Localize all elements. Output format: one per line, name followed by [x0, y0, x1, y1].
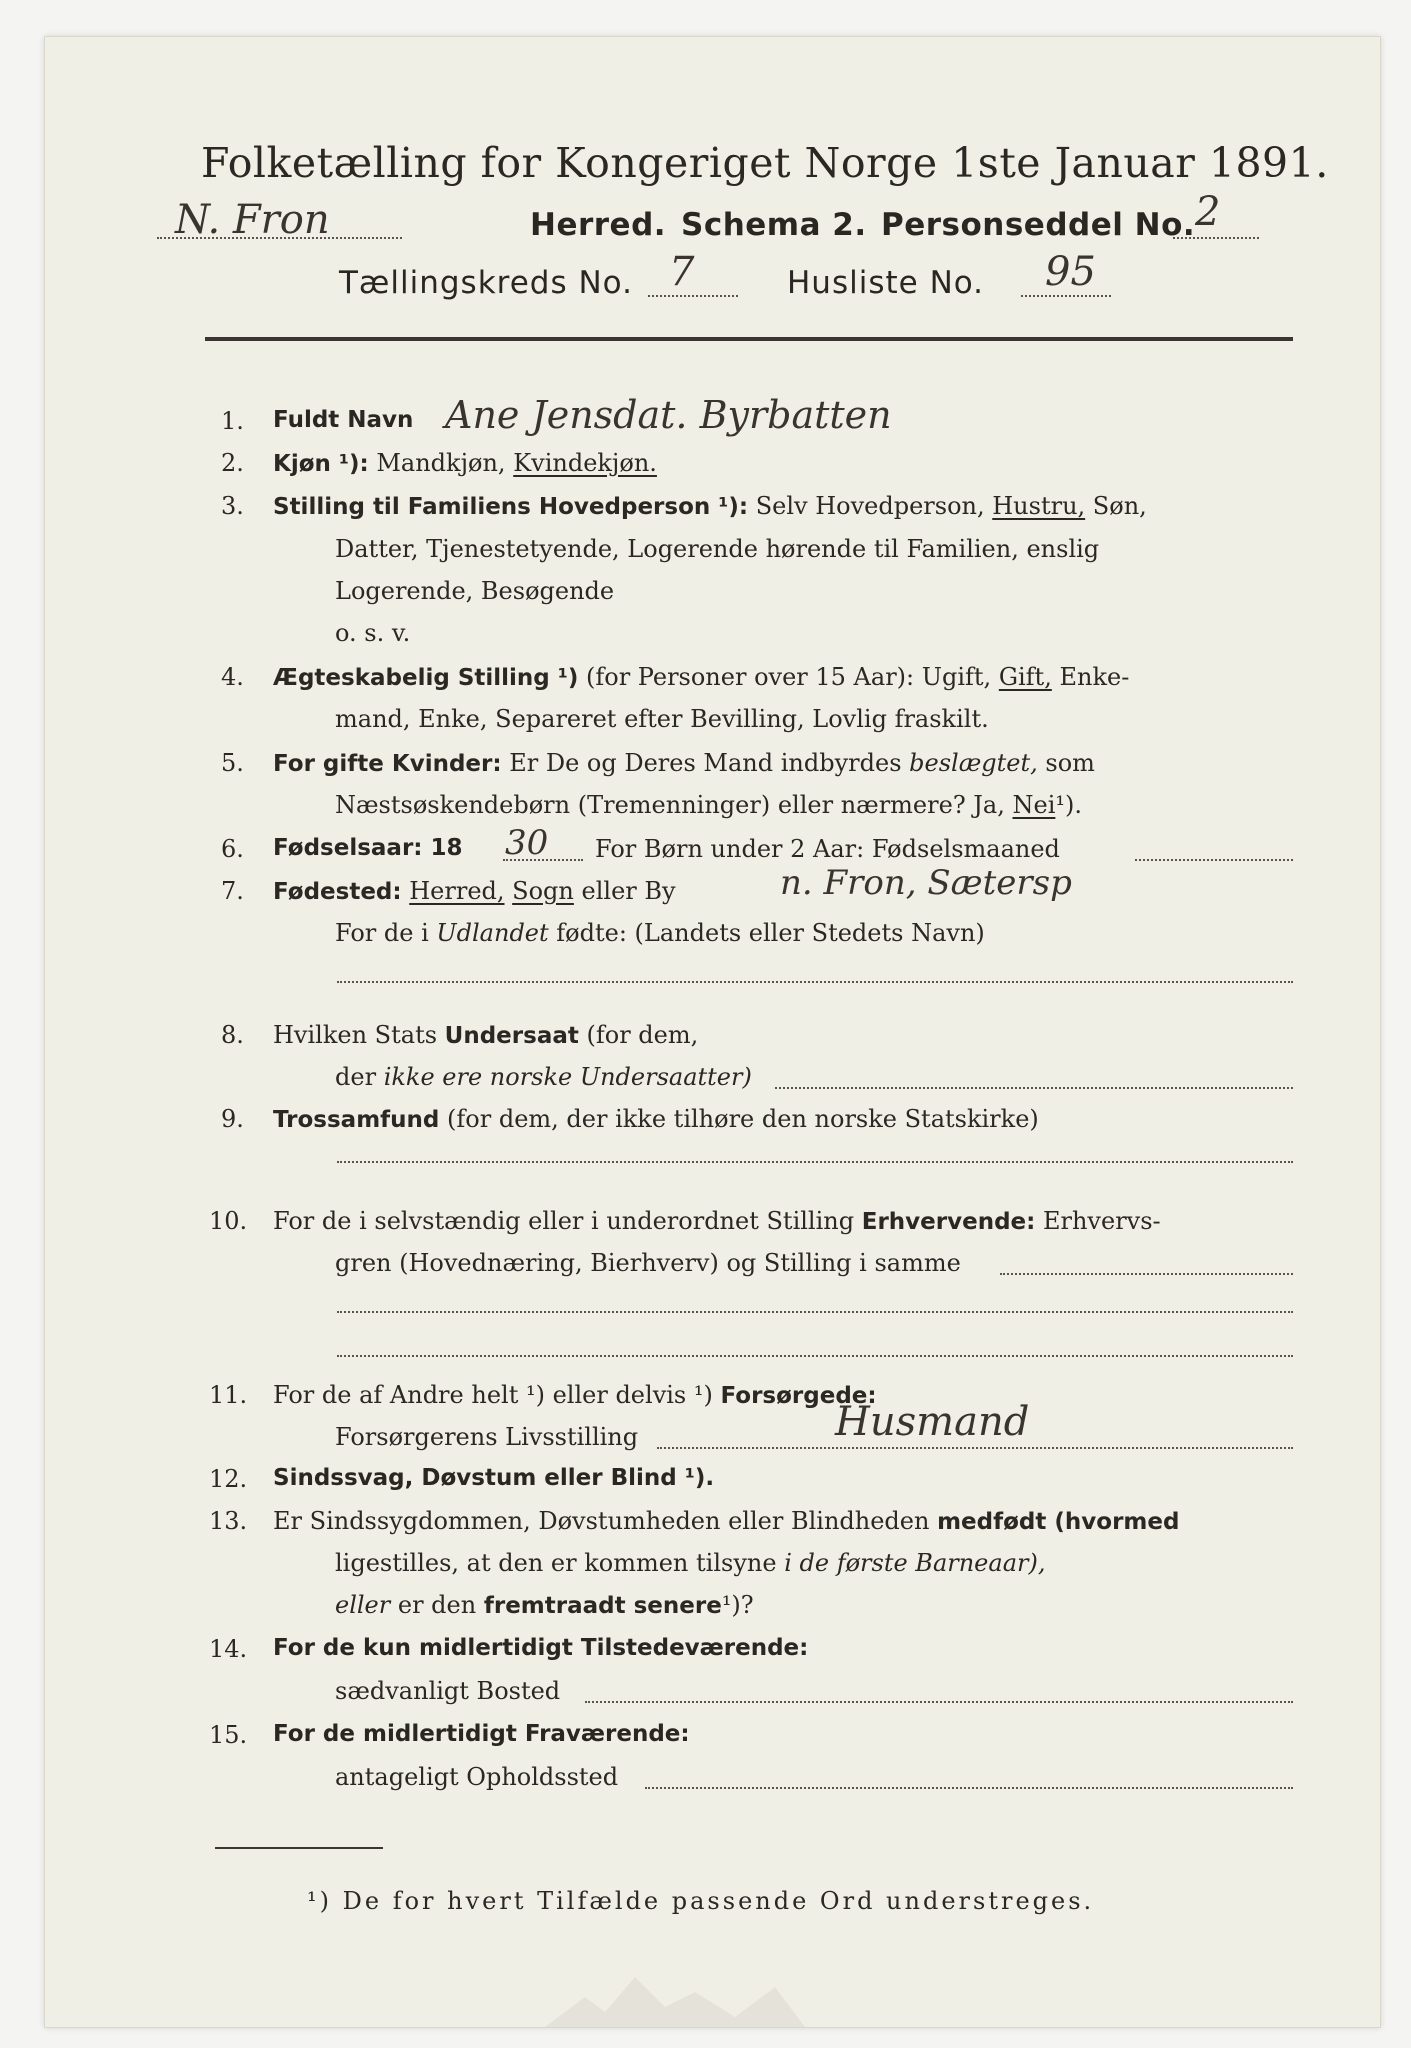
census-sheet	[44, 36, 1381, 2028]
header-rule	[205, 337, 1293, 341]
field-number: 11.	[209, 1381, 248, 1409]
stilling-line-2: Datter, Tjenestetyende, Logerende hørende til Familien, enslig	[335, 535, 1100, 563]
fodselsaar-label: Fødselsaar: 18	[273, 835, 463, 861]
fremtraadt-label: fremtraadt senere	[483, 1593, 722, 1619]
opholdssted-dotted-line	[645, 1787, 1293, 1789]
undersaat-label: Undersaat	[444, 1023, 579, 1049]
forsorgerens-label: Forsørgerens Livsstilling	[335, 1423, 639, 1451]
kreds-handwritten: 7	[669, 249, 695, 295]
field-number: 4.	[221, 663, 244, 691]
undersaatter-text: ikke ere norske Undersaatter)	[383, 1063, 752, 1091]
husliste-label: Husliste No.	[787, 265, 985, 301]
sogn-option-underlined: Sogn	[512, 877, 574, 905]
udlandet-text-i: Udlandet	[436, 919, 549, 947]
undersaat-dotted-line	[775, 1087, 1293, 1089]
herred-option-underlined: Herred,	[409, 877, 505, 905]
schema-label: Schema 2.	[681, 207, 867, 243]
aegteskabelig-text: (for Personer over 15 Aar): Ugift,	[586, 663, 992, 691]
fodested-label: Fødested:	[273, 879, 402, 905]
stilling-line-3: Logerende, Besøgende	[335, 577, 615, 605]
erhverv-dotted-line-1	[1000, 1273, 1293, 1275]
fravaerende-label: For de midlertidigt Fraværende:	[273, 1721, 690, 1747]
form-title: Folketælling for Kongeriget Norge 1ste Januar 1891.	[201, 139, 1329, 187]
forsorgerens-dotted-line	[657, 1447, 1293, 1449]
kreds-dotted-line	[648, 295, 738, 297]
field-number: 3.	[221, 492, 244, 520]
fodested-handwritten: n. Fron, Sætersp	[780, 863, 1072, 903]
der-text: der	[335, 1063, 377, 1091]
kreds-label: Tællingskreds No.	[339, 265, 633, 301]
field-number: 1.	[221, 407, 244, 435]
sindssygdom-text: Er Sindssygdommen, Døvstumheden eller Blindheden	[273, 1507, 930, 1535]
field-number: 13.	[209, 1507, 248, 1535]
field-number: 7.	[221, 877, 244, 905]
kvindekjon-option-underlined: Kvindekjøn.	[513, 449, 657, 477]
beslaegtet-text: beslægtet,	[909, 749, 1038, 777]
husmand-handwritten: Husmand	[835, 1399, 1030, 1445]
aegteskabelig-line-2: mand, Enke, Separeret efter Bevilling, Lovlig fraskilt.	[335, 705, 989, 733]
sindssvag-label: Sindssvag, Døvstum eller Blind ¹).	[273, 1465, 715, 1491]
udlandet-dotted-line	[337, 981, 1293, 983]
selv-hovedperson-option: Selv Hovedperson,	[755, 492, 985, 520]
erhvervs-text: Erhvervs-	[1042, 1207, 1161, 1235]
trossamfund-text: (for dem, der ikke tilhøre den norske Statskirke)	[447, 1105, 1039, 1133]
for-dem-text: (for dem,	[586, 1021, 699, 1049]
footnote: ¹) De for hvert Tilfælde passende Ord understreges.	[307, 1887, 1095, 1915]
forsorgede-label: Forsørgede:	[720, 1383, 877, 1409]
udlandet-text-b: fødte: (Landets eller Stedets Navn)	[556, 919, 985, 947]
stilling-line-4: o. s. v.	[335, 619, 411, 647]
footnote-rule	[215, 1847, 383, 1849]
fodselsmaaned-label: For Børn under 2 Aar: Fødselsmaaned	[595, 835, 1060, 863]
erhverv-dotted-line-2	[337, 1311, 1293, 1313]
footnote-mark: ¹).	[1055, 791, 1083, 819]
erhverv-dotted-line-3	[337, 1355, 1293, 1357]
fodselsaar-dotted-line	[503, 859, 583, 861]
field-number: 12.	[209, 1465, 248, 1493]
hustru-option-underlined: Hustru,	[992, 492, 1086, 520]
tilstedevaerende-label: For de kun midlertidigt Tilstedeværende:	[273, 1635, 809, 1661]
gift-option-underlined: Gift,	[998, 663, 1052, 691]
bosted-label: sædvanligt Bosted	[335, 1677, 561, 1705]
mandkjon-option: Mandkjøn,	[376, 449, 506, 477]
field-number: 6.	[221, 835, 244, 863]
trossamfund-label: Trossamfund	[273, 1107, 440, 1133]
name-handwritten: Ane Jensdat. Byrbatten	[445, 393, 892, 437]
personseddel-dotted-line	[1173, 237, 1259, 239]
field-number: 8.	[221, 1021, 244, 1049]
herred-label: Herred.	[530, 207, 667, 243]
medfodt-label: medfødt (hvormed	[937, 1509, 1180, 1535]
forsorgede-text: For de af Andre helt ¹) eller delvis ¹)	[273, 1381, 713, 1409]
opholdssted-label: antageligt Opholdssted	[335, 1763, 619, 1791]
barneaar-text: i de første Barneaar),	[784, 1549, 1046, 1577]
field-number: 10.	[209, 1207, 248, 1235]
husliste-handwritten: 95	[1045, 249, 1096, 295]
som-text: som	[1045, 749, 1095, 777]
trossamfund-dotted-line	[337, 1161, 1293, 1163]
field-number: 15.	[209, 1721, 248, 1749]
kjon-label: Kjøn ¹):	[273, 451, 369, 477]
field-number: 9.	[221, 1105, 244, 1133]
field-number: 5.	[221, 749, 244, 777]
ligestilles-text: ligestilles, at den er kommen tilsyne	[335, 1549, 777, 1577]
aegteskabelig-label: Ægteskabelig Stilling ¹)	[273, 665, 579, 691]
field-number: 2.	[221, 449, 244, 477]
personseddel-handwritten: 2	[1195, 189, 1221, 235]
erhvervende-label: Erhvervende:	[861, 1209, 1036, 1235]
udlandet-text-a: For de i	[335, 919, 429, 947]
erhverv-line-2: gren (Hovednæring, Bierhverv) og Stilling i samme	[335, 1249, 961, 1277]
gifte-kvinder-label: For gifte Kvinder:	[273, 751, 502, 777]
er-den-text: er den	[397, 1591, 477, 1619]
herred-handwritten: N. Fron	[175, 197, 330, 243]
footnote-mark: ¹)?	[721, 1591, 754, 1619]
field-number: 14.	[209, 1635, 248, 1663]
husliste-dotted-line	[1021, 295, 1111, 297]
stilling-label: Stilling til Familiens Hovedperson ¹):	[273, 494, 749, 520]
fodselsaar-handwritten: 30	[505, 823, 549, 863]
fuldt-navn-label: Fuldt Navn	[273, 407, 414, 433]
enke-text: Enke-	[1059, 663, 1130, 691]
personseddel-label: Personseddel No.	[881, 207, 1196, 243]
bosted-dotted-line	[585, 1701, 1293, 1703]
torn-edge-mark	[545, 1957, 805, 2027]
nei-option-underlined: Nei	[1012, 791, 1056, 819]
eller-text: eller	[335, 1591, 391, 1619]
stats-text: Hvilken Stats	[273, 1021, 438, 1049]
fodselsmaaned-dotted-line	[1135, 859, 1293, 861]
son-option: Søn,	[1092, 492, 1147, 520]
naestsoskende-text: Næstsøskendebørn (Tremenninger) eller nærmere? Ja,	[335, 791, 1005, 819]
gifte-kvinder-text: Er De og Deres Mand indbyrdes	[509, 749, 902, 777]
erhverv-text: For de i selvstændig eller i underordnet Stilling	[273, 1207, 855, 1235]
eller-by-text: eller By	[581, 877, 676, 905]
herred-dotted-line	[157, 237, 402, 239]
